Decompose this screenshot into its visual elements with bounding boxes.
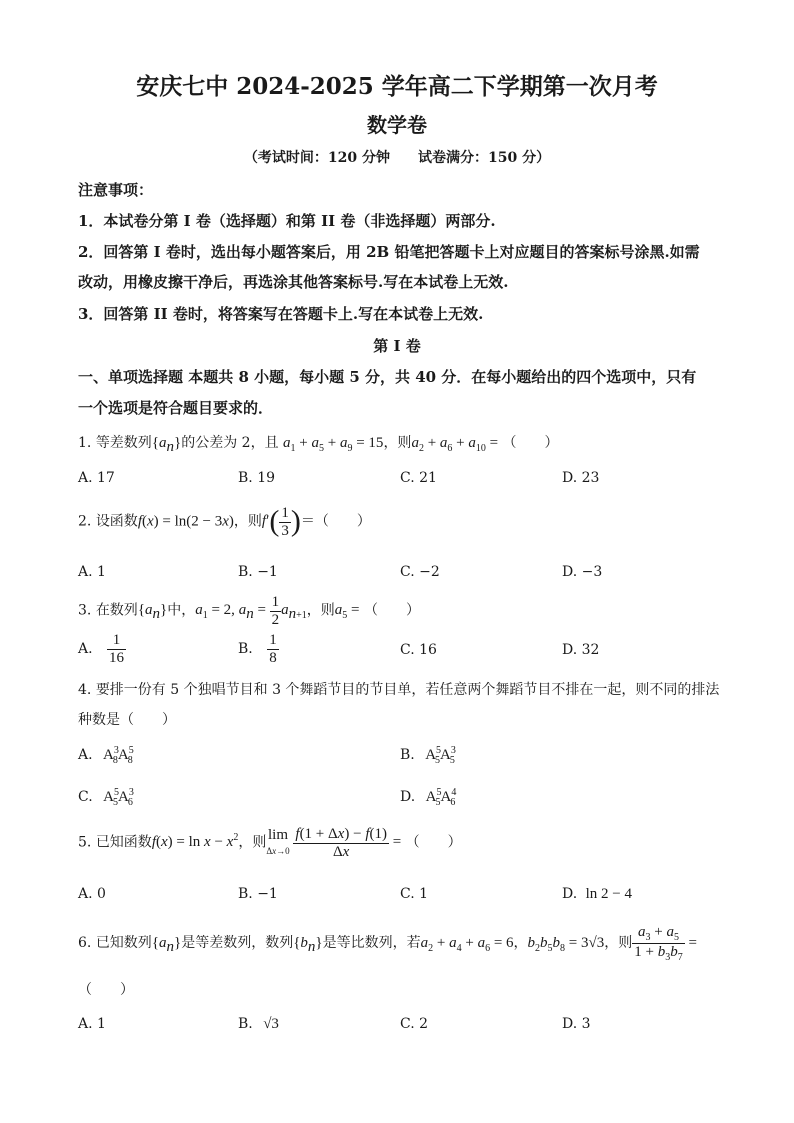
note-item-1: 1．本试卷分第 I 卷（选择题）和第 II 卷（非选择题）两部分. bbox=[78, 212, 496, 230]
notes-heading: 注意事项： bbox=[78, 181, 154, 199]
question-4-line-1: 4. 要排一份有 5 个独唱节目和 3 个舞蹈节目的节目单，若任意两个舞蹈节目不排在一起，则不同的排法 bbox=[78, 682, 720, 698]
section-heading-line-1: 一、单项选择题 本题共 8 小题，每小题 5 分，共 40 分．在每小题给出的四个选项中，只有 bbox=[78, 368, 697, 386]
derivative-formula: f′( $\frac{1}{3}$ ) bbox=[261, 505, 301, 539]
question-stem-part: 等差数列 bbox=[95, 435, 152, 451]
question-stem-part: 在数列 bbox=[95, 602, 138, 619]
limit-formula: lim Δx→0 $\frac{f(1 + \Delta x) - f(1)}{\Delta x}$ = bbox=[266, 826, 402, 860]
q3-option-d: D. 32 bbox=[562, 642, 600, 658]
q2-option-b: B. −1 bbox=[238, 564, 278, 580]
permutation-formula: $A^5_5A^4_6$ bbox=[425, 787, 457, 808]
fraction-1-16: $\frac{1}{16}$ bbox=[109, 632, 125, 666]
answer-paren: （ ） bbox=[405, 834, 462, 851]
volume-heading: 第 I 卷 bbox=[373, 337, 421, 355]
query-formula: $a_2 + a_6 + a_{10}$ = bbox=[411, 435, 499, 454]
sequence-b-formula: $\{b_n\}$ bbox=[293, 934, 323, 955]
ln-formula: ln 2 − 4 bbox=[585, 886, 633, 902]
q1-option-a: A. 17 bbox=[78, 470, 115, 486]
q6-answer-paren: （ ） bbox=[78, 982, 134, 998]
question-1 bbox=[78, 432, 559, 456]
q1-option-c: C. 21 bbox=[400, 470, 437, 486]
q4-option-d: D. $A^5_5A^4_6$ bbox=[400, 787, 457, 808]
question-number: 4. bbox=[78, 682, 92, 698]
answer-paren: （ ） bbox=[363, 602, 420, 619]
question-5: 5. 已知函数$f(x) = \ln x - x^2$，则 lim Δx→0 $\frac{f(1 + \Delta x) - f(1)}{\Delta x}$ = （ ） bbox=[78, 826, 462, 860]
question-stem-part: 中， bbox=[167, 602, 196, 619]
q4-option-b: B. $A^5_5A^3_5$ bbox=[400, 745, 456, 766]
q2-option-a: A. 1 bbox=[78, 564, 106, 580]
answer-paren: （ ） bbox=[502, 435, 559, 451]
q6-option-d: D. 3 bbox=[562, 1016, 591, 1032]
q5-option-b: B. −1 bbox=[238, 886, 278, 902]
question-stem-part: ，则 bbox=[233, 513, 262, 530]
exam-info: （考试时间：120 分钟 试卷满分：150 分） bbox=[243, 150, 551, 166]
condition-formula-1: $a_2 + a_4 + a_6 = 6$ bbox=[420, 934, 514, 954]
section-heading-line-2: 一个选项是符合题目要求的． bbox=[78, 399, 274, 417]
question-3 bbox=[78, 594, 420, 628]
q1-option-b: B. 19 bbox=[238, 470, 276, 486]
recurrence-formula: $a_1 = 2$, $a_n$ = $\frac{1}{2}$ $a_{n+1}$ bbox=[195, 594, 307, 628]
query-formula: $\frac{a_3 + a_5}{1 + b_3b_7}$ = bbox=[634, 924, 697, 963]
q6-option-a: A. 1 bbox=[78, 1016, 106, 1032]
query-formula: $a_5$ = bbox=[334, 602, 360, 622]
permutation-formula: $A^3_8A^5_8$ bbox=[103, 745, 134, 766]
sequence-a-formula: $\{a_n\}$ bbox=[137, 602, 168, 623]
q3-option-c: C. 16 bbox=[400, 642, 437, 658]
q6-option-c: C. 2 bbox=[400, 1016, 429, 1032]
question-number: 1. bbox=[78, 435, 92, 451]
q2-option-d: D. −3 bbox=[562, 564, 603, 580]
function-formula: $f(x) = \ln x - x^2$ bbox=[151, 832, 239, 851]
permutation-formula: $A^5_5A^3_5$ bbox=[425, 745, 456, 766]
q2-option-c: C. −2 bbox=[400, 564, 440, 580]
q6-option-b: B. √3 bbox=[238, 1016, 279, 1032]
q5-option-d: D. ln 2 − 4 bbox=[562, 886, 633, 902]
q3-option-b: B. $\frac{1}{8}$ bbox=[238, 632, 277, 666]
exam-subtitle: 数学卷 bbox=[367, 113, 427, 137]
sequence-a-formula: $\{a_n\}$ bbox=[151, 435, 182, 455]
fraction-1-8: $\frac{1}{8}$ bbox=[269, 632, 277, 666]
q1-option-d: D. 23 bbox=[562, 470, 600, 486]
permutation-formula: $A^5_5A^3_6$ bbox=[103, 787, 134, 808]
function-formula: f(x) = ln(2 − 3x) bbox=[137, 513, 234, 530]
q5-option-c: C. 1 bbox=[400, 886, 429, 902]
q5-option-a: A. 0 bbox=[78, 886, 106, 902]
q3-option-a: A. $\frac{1}{16}$ bbox=[78, 632, 125, 666]
answer-paren: ＝（ ） bbox=[300, 513, 371, 530]
question-number: 6. bbox=[78, 934, 92, 951]
question-stem-part: ，则 bbox=[383, 435, 412, 451]
q4-option-c: C. $A^5_5A^3_6$ bbox=[78, 787, 134, 808]
q4-option-a: A. $A^3_8A^5_8$ bbox=[78, 745, 134, 766]
exam-title: 安庆七中 2024-2025 学年高二下学期第一次月考 bbox=[136, 73, 658, 100]
question-stem-part: 设函数 bbox=[95, 513, 138, 530]
question-2 bbox=[78, 505, 371, 539]
note-item-2-line-1: 2．回答第 I 卷时，选出每小题答案后，用 2B 铅笔把答题卡上对应题目的答案标号涂黑.如需 bbox=[78, 243, 700, 261]
sqrt-3-formula: √3 bbox=[263, 1016, 279, 1032]
condition-formula-2: $b_2b_5b_8 = 3√3$ bbox=[527, 934, 605, 954]
question-6: 6. 已知数列$\{a_n\}$是等差数列，数列$\{b_n\}$是等比数列，若$a_2 + a_4 + a_6 = 6$，$b_2b_5b_8 = 3√3$，则 $\frac{a_3 + a_5}{1 + b_3b_7}$ = bbox=[78, 924, 697, 963]
question-stem-part: ，则 bbox=[306, 602, 335, 619]
note-item-3: 3．回答第 II 卷时，将答案写在答题卡上.写在本试卷上无效. bbox=[78, 305, 484, 323]
sequence-a-formula: $\{a_n\}$ bbox=[151, 934, 182, 955]
question-number: 5. bbox=[78, 834, 92, 851]
question-4-line-2: 种数是（ ） bbox=[78, 712, 176, 728]
condition-formula: $a_1 + a_5 + a_9 = 15$ bbox=[283, 435, 384, 454]
note-item-2-line-2: 改动，用橡皮擦干净后，再选涂其他答案标号.写在本试卷上无效. bbox=[78, 273, 509, 291]
question-number: 3. bbox=[78, 602, 92, 619]
question-stem-part: 的公差为 2，且 bbox=[181, 435, 279, 451]
question-number: 2. bbox=[78, 513, 92, 530]
